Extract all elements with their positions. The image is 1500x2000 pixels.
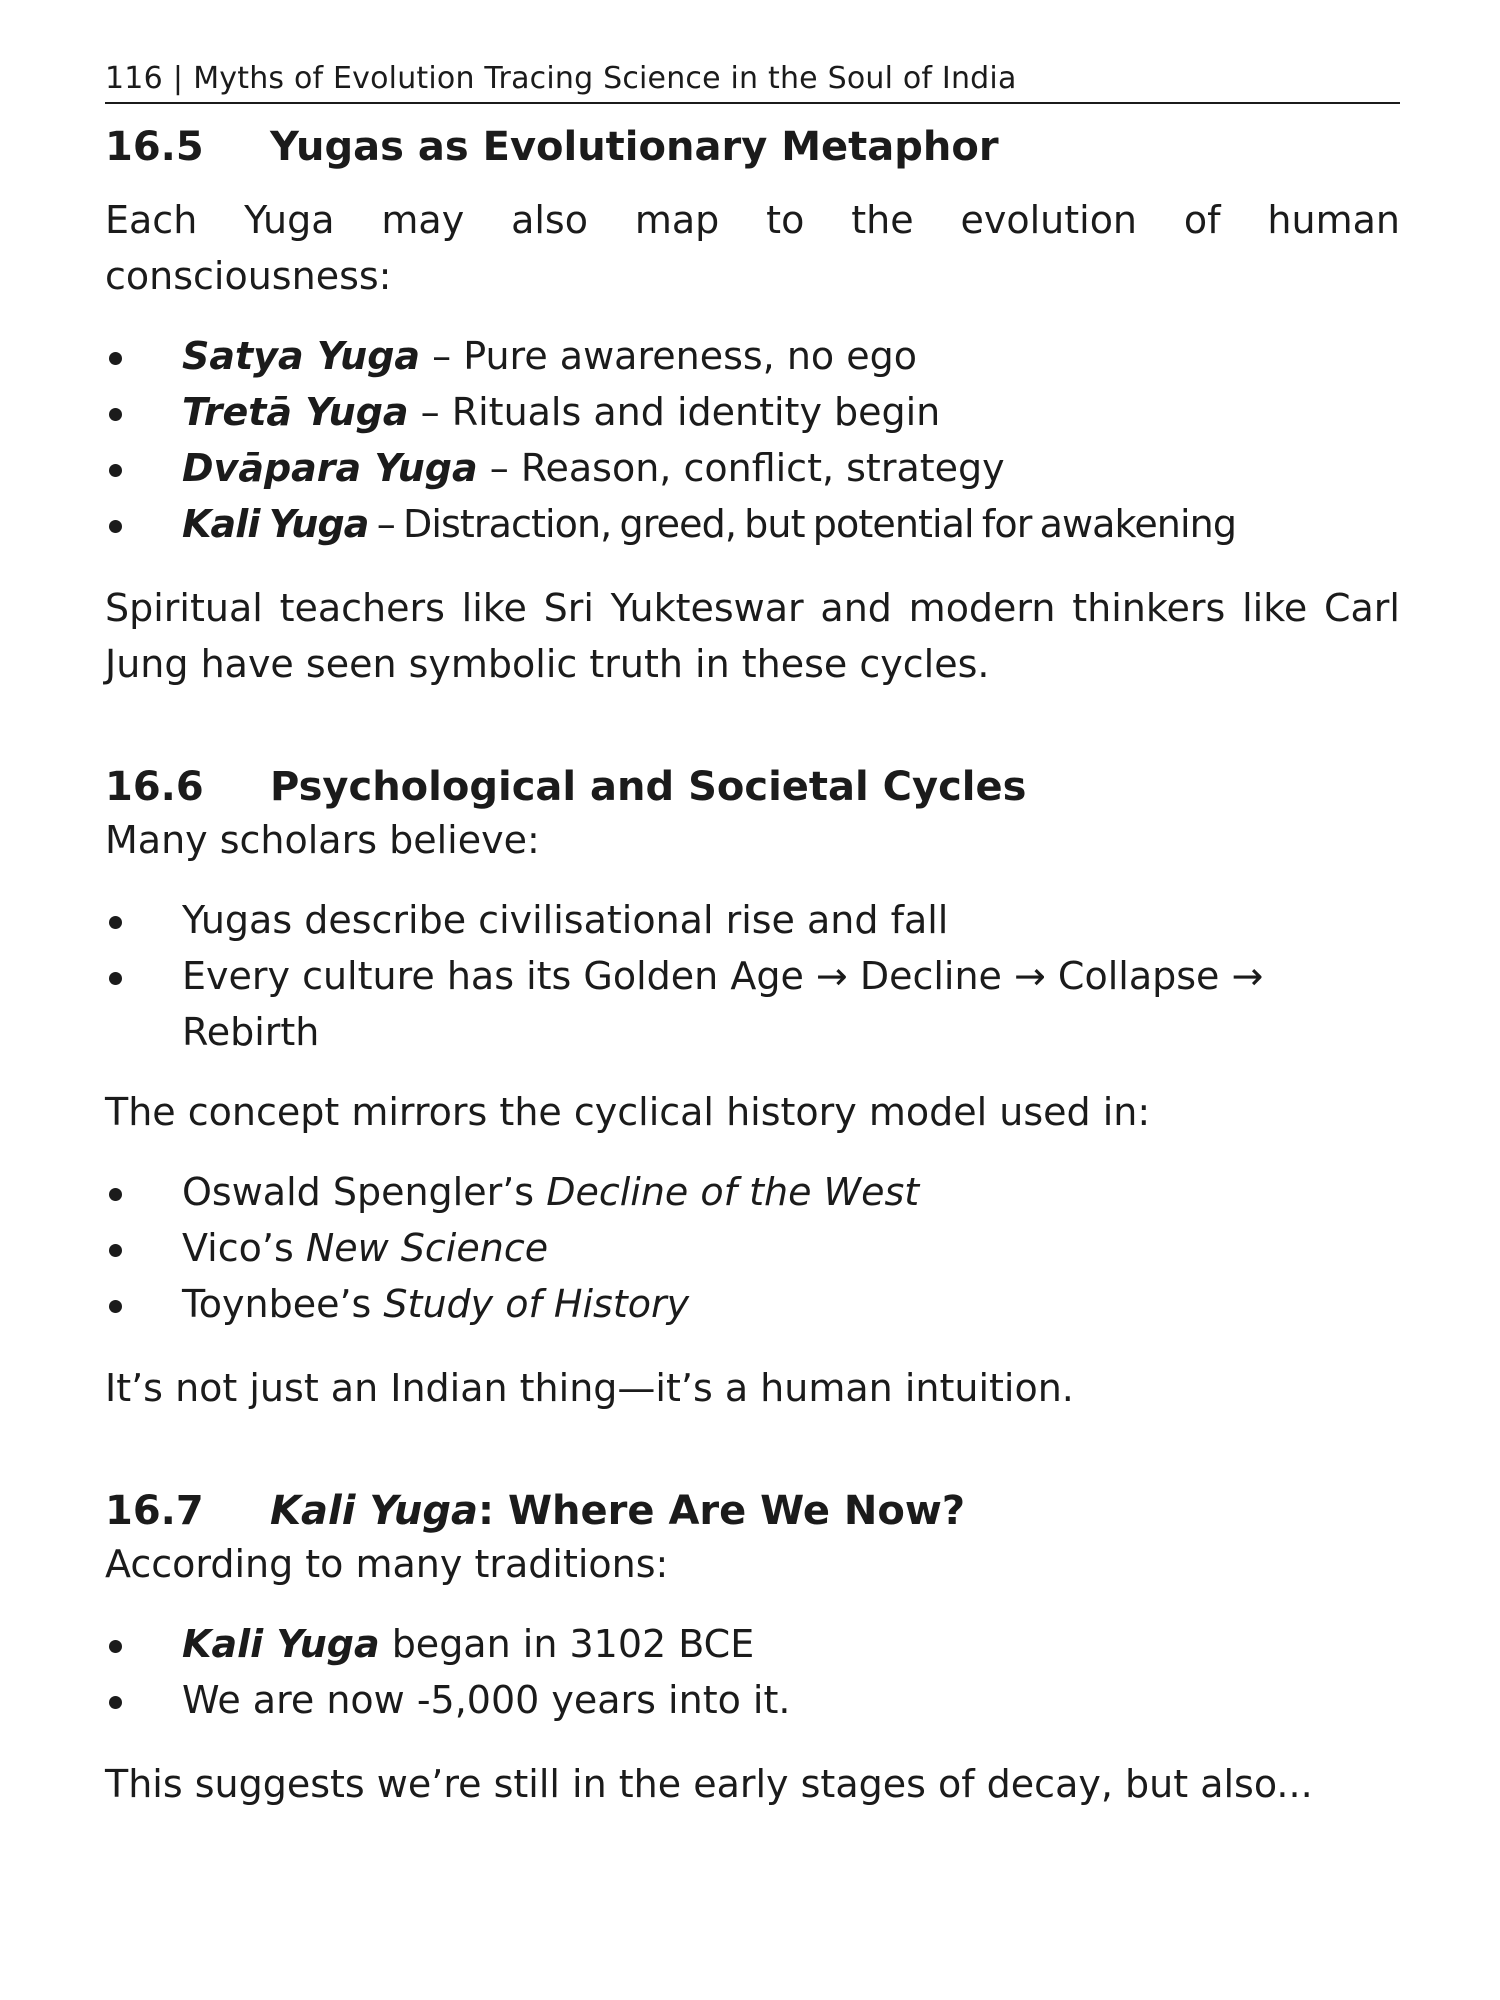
yuga-description: – Rituals and identity begin	[408, 389, 941, 434]
section-number: 16.6	[105, 763, 204, 810]
list-item	[105, 384, 1400, 440]
header-separator: |	[172, 61, 184, 96]
yuga-description: – Pure awareness, no ego	[420, 333, 917, 378]
kali-yuga-facts-list	[105, 1616, 1400, 1728]
paragraph-closing-16-5: Spiritual teachers like Sri Yukteswar and modern thinkers like Carl Jung have seen symbolic truth in these cycles.	[105, 585, 1400, 686]
list-item	[105, 1276, 1400, 1332]
yuga-term: Dvāpara Yuga	[182, 445, 478, 490]
paragraph-closing-16-6: It’s not just an Indian thing—it’s a human intuition.	[105, 1365, 1074, 1410]
list-item: We are now -5,000 years into it.	[105, 1672, 1400, 1728]
list-item	[105, 328, 1400, 384]
scholar-belief-list	[105, 892, 1400, 1060]
section-heading-16-5	[105, 124, 1400, 170]
yuga-list	[105, 328, 1400, 552]
yuga-term: Satya Yuga	[182, 333, 421, 378]
yuga-description: – Distraction, greed, but potential for awakening	[368, 501, 1237, 546]
list-item	[105, 496, 1400, 552]
yuga-term: Kali Yuga	[182, 1621, 380, 1666]
book-title: Myths of Evolution Tracing Science in the Soul of India	[193, 61, 1017, 96]
paragraph-intro-16-7: According to many traditions:	[105, 1541, 669, 1586]
paragraph-closing-16-7: This suggests we’re still in the early stages of decay, but also...	[105, 1761, 1313, 1806]
section-title: Psychological and Societal Cycles	[270, 763, 1027, 810]
section-heading-16-7	[105, 1488, 1400, 1534]
work-title: New Science	[305, 1225, 549, 1270]
fact-text: began in 3102 BCE	[379, 1621, 755, 1666]
section-title-rest: : Where Are We Now?	[478, 1487, 966, 1534]
list-item	[105, 1616, 1400, 1672]
section-number: 16.7	[105, 1487, 204, 1534]
work-author: Toynbee’s	[182, 1281, 384, 1326]
paragraph-middle-16-6: The concept mirrors the cyclical history model used in:	[105, 1089, 1151, 1134]
list-item	[105, 1164, 1400, 1220]
section-title-term: Kali Yuga	[270, 1487, 479, 1534]
paragraph-intro-16-5: Each Yuga may also map to the evolution of human consciousness:	[105, 197, 1400, 298]
book-page	[105, 60, 1400, 1812]
list-item	[105, 440, 1400, 496]
section-title: Yugas as Evolutionary Metaphor	[270, 123, 999, 170]
list-item: Yugas describe civilisational rise and fall	[105, 892, 1400, 948]
list-item: Every culture has its Golden Age → Decline → Collapse → Rebirth	[105, 948, 1400, 1060]
running-header	[105, 60, 1400, 104]
section-title	[270, 1488, 965, 1534]
work-title: Study of History	[383, 1281, 690, 1326]
historian-works-list	[105, 1164, 1400, 1332]
section-number: 16.5	[105, 123, 204, 170]
yuga-term: Tretā Yuga	[182, 389, 409, 434]
paragraph-intro-16-6: Many scholars believe:	[105, 817, 540, 862]
page-number: 116	[105, 61, 163, 96]
list-item	[105, 1220, 1400, 1276]
work-author: Oswald Spengler’s	[182, 1169, 547, 1214]
work-author: Vico’s	[182, 1225, 306, 1270]
work-title: Decline of the West	[546, 1169, 920, 1214]
yuga-term: Kali Yuga	[182, 501, 369, 546]
yuga-description: – Reason, conflict, strategy	[477, 445, 1005, 490]
section-heading-16-6	[105, 764, 1400, 810]
